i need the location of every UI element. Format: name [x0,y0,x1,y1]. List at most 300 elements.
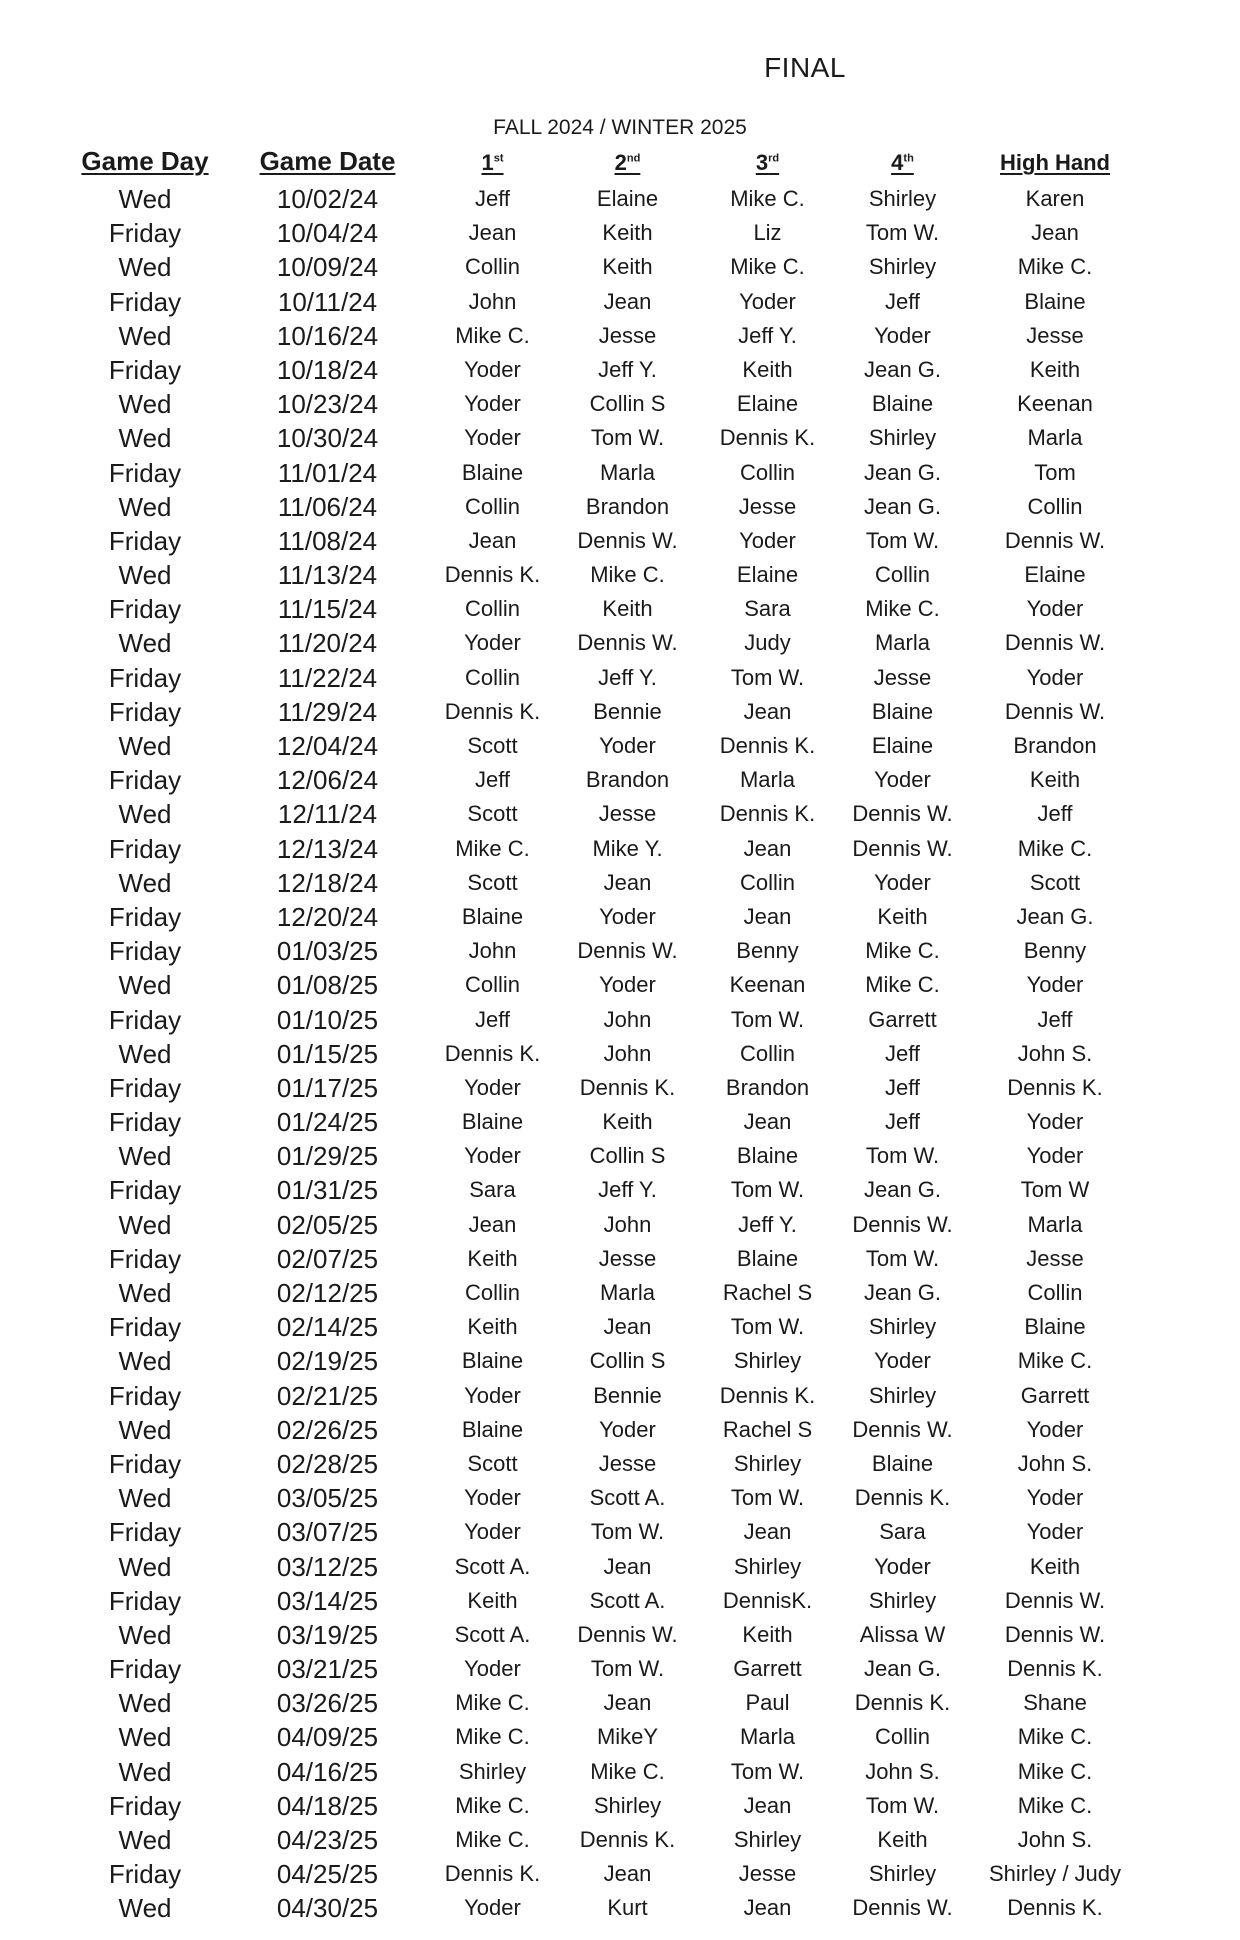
second-place-cell: Collin S [589,1348,666,1374]
second-place-cell: Tom W. [590,1519,665,1545]
third-place-cell: Collin [739,1040,796,1066]
game-date-cell: 10/04/24 [276,218,379,249]
second-place-cell: Collin S [589,1143,666,1169]
header-high-hand: High Hand [1000,150,1110,175]
high-hand-cell: Yoder [1026,1416,1084,1442]
first-place-cell: Yoder [464,1143,521,1169]
first-place-cell: Collin [464,1280,521,1305]
game-day-cell: Friday [108,218,182,249]
fourth-place-cell: Shirley [868,1861,937,1887]
fourth-place-cell: Jean G. [863,493,942,519]
first-place-cell: Scott A. [454,1621,531,1647]
first-place-cell: Yoder [464,425,521,451]
table-row [0,387,1240,421]
document-title: FINAL [764,52,846,83]
first-place-cell: Scott [467,733,518,758]
table-row [0,1344,1240,1378]
game-day-cell: Wed [118,320,172,351]
game-date-cell: 10/02/24 [276,184,379,214]
game-date-cell: 03/21/25 [276,1654,379,1685]
second-place-cell: John [603,1006,652,1032]
table-row [0,421,1240,455]
second-place-cell: Jean [603,1314,652,1340]
game-day-cell: Wed [118,1756,172,1787]
high-hand-cell: Benny [1023,938,1087,964]
game-day-cell: Friday [108,286,182,317]
first-place-cell: Scott A. [454,1553,531,1579]
high-hand-cell: Keith [1029,767,1081,793]
third-place-cell: Elaine [736,391,799,417]
game-date-cell: 12/13/24 [276,833,379,864]
third-place-cell: Shirley [733,1348,802,1374]
high-hand-cell: Dennis W. [1004,1587,1106,1613]
third-place-cell: Brandon [725,1074,810,1100]
third-place-cell: Garrett [733,1656,802,1682]
high-hand-cell: Dennis W. [1004,630,1106,656]
first-place-cell: Mike C. [455,322,530,348]
fourth-place-cell: Jeff [884,1074,921,1100]
third-place-cell: Dennis K. [719,733,816,758]
second-place-cell: Marla [599,1280,655,1305]
high-hand-cell: Garrett [1020,1382,1090,1408]
first-place-cell: Blaine [461,1348,524,1374]
first-place-cell: Jeff [474,186,511,211]
table-row [0,1379,1240,1413]
second-place-cell: John [603,1211,652,1237]
high-hand-cell: Shirley / Judy [988,1861,1122,1887]
fourth-place-cell: Shirley [868,1314,937,1340]
high-hand-cell: Tom [1034,459,1076,485]
fourth-place-cell: Tom W. [865,1143,940,1169]
game-date-cell: 10/30/24 [276,423,379,454]
game-date-cell: 10/23/24 [276,389,379,420]
second-place-cell: Jean [603,1553,652,1579]
second-place-cell: Jeff Y. [598,356,657,382]
game-date-cell: 11/20/24 [277,628,378,659]
high-hand-cell: Collin [1027,1280,1083,1305]
fourth-place-cell: Shirley [868,425,937,451]
third-place-cell: Mike C. [730,186,805,211]
game-day-cell: Wed [118,1619,172,1650]
second-place-cell: Tom W. [590,425,665,451]
header-fourth-place: 4th [891,150,914,175]
second-place-cell: Elaine [596,186,659,211]
game-day-cell: Friday [108,936,182,967]
game-day-cell: Wed [118,1722,172,1753]
fourth-place-cell: Jean G. [863,1177,942,1203]
second-place-cell: Keith [602,1109,653,1135]
table-row [0,1003,1240,1037]
fourth-place-cell: Jeff [884,1109,921,1135]
game-day-cell: Friday [108,1859,182,1890]
first-place-cell: Yoder [464,1519,521,1545]
high-hand-cell: Dennis K. [1007,1074,1103,1100]
first-place-cell: Scott [467,869,518,895]
game-date-cell: 12/11/24 [277,799,378,830]
game-date-cell: 01/29/25 [276,1141,379,1172]
game-day-cell: Friday [108,765,182,796]
second-place-cell: Keith [602,220,653,246]
table-row [0,1037,1240,1071]
fourth-place-cell: Alissa W [859,1621,946,1647]
third-place-cell: Jean [743,1519,792,1545]
table-row [0,1447,1240,1481]
table-row [0,1891,1240,1925]
game-day-cell: Wed [118,1688,172,1719]
third-place-cell: Shirley [733,1827,802,1852]
second-place-cell: Dennis W. [577,630,678,656]
high-hand-cell: Elaine [1024,562,1086,588]
high-hand-cell: Mike C. [1017,1348,1093,1374]
game-day-cell: Friday [108,594,182,625]
game-date-cell: 02/19/25 [276,1346,379,1377]
table-row [0,216,1240,250]
game-day-cell: Wed [118,1278,172,1308]
first-place-cell: Blaine [461,1109,524,1135]
first-place-cell: Jean [468,220,517,246]
fourth-place-cell: Mike C. [865,596,940,622]
first-place-cell: Dennis K. [444,698,541,724]
game-date-cell: 11/22/24 [277,662,378,693]
fourth-place-cell: Dennis W. [852,801,953,827]
third-place-cell: Paul [745,1690,790,1716]
game-day-cell: Wed [118,491,172,522]
third-place-cell: Keith [742,1621,793,1647]
results-table-body [0,182,1240,1926]
fourth-place-cell: Dennis W. [852,835,953,861]
fourth-place-cell: Collin [874,1724,931,1750]
first-place-cell: Yoder [464,630,521,656]
third-place-cell: Jean [743,903,792,929]
first-place-cell: Jeff [474,1006,511,1032]
high-hand-cell: Jesse [1026,1245,1084,1271]
fourth-place-cell: Jean G. [863,356,942,382]
second-place-cell: Jesse [598,1245,657,1271]
first-place-cell: Yoder [464,1074,521,1100]
second-place-cell: Jean [603,1861,652,1887]
first-place-cell: Mike C. [455,835,530,861]
high-hand-cell: Mike C. [1017,1758,1093,1784]
game-day-cell: Friday [108,1072,182,1103]
high-hand-cell: Yoder [1026,596,1084,622]
second-place-cell: Jesse [598,1450,657,1476]
first-place-cell: Collin [464,664,521,690]
game-day-cell: Friday [108,1448,182,1479]
game-day-cell: Wed [118,1346,172,1377]
second-place-cell: Jesse [598,322,657,348]
fourth-place-cell: Shirley [868,186,937,211]
second-place-cell: Bennie [593,1382,662,1408]
table-row [0,1789,1240,1823]
game-day-cell: Friday [108,1312,182,1343]
second-place-cell: Jean [603,288,652,314]
second-place-cell: Marla [599,459,655,485]
third-place-cell: Rachel S [722,1280,813,1305]
high-hand-cell: Jeff [1037,1006,1073,1032]
third-place-cell: Keith [742,356,793,382]
first-place-cell: Keith [467,1245,518,1271]
second-place-cell: Shirley [593,1792,662,1818]
third-place-cell: Shirley [733,1450,802,1476]
game-day-cell: Friday [108,354,182,385]
third-place-cell: Jesse [738,493,797,519]
first-place-cell: Yoder [464,1895,521,1921]
table-row [0,1105,1240,1139]
fourth-place-cell: Shirley [868,1382,937,1408]
third-place-cell: Jesse [738,1861,797,1887]
high-hand-cell: Jesse [1026,322,1084,348]
game-date-cell: 03/07/25 [276,1517,379,1548]
second-place-cell: Dennis W. [577,938,678,964]
first-place-cell: Sara [469,1177,516,1203]
table-row [0,626,1240,660]
second-place-cell: Jean [603,869,652,895]
table-row [0,1071,1240,1105]
first-place-cell: Yoder [464,1382,521,1408]
table-row [0,866,1240,900]
game-date-cell: 02/21/25 [276,1380,379,1411]
third-place-cell: Tom W. [730,1314,805,1340]
game-day-cell: Wed [118,184,172,214]
first-place-cell: Scott [467,1450,518,1476]
table-row [0,1208,1240,1242]
high-hand-cell: Jean [1031,220,1079,246]
table-row [0,592,1240,626]
high-hand-cell: Dennis W. [1004,698,1106,724]
table-row [0,934,1240,968]
game-date-cell: 11/06/24 [277,491,378,522]
table-row [0,1652,1240,1686]
third-place-cell: Rachel S [722,1416,813,1442]
third-place-cell: Jean [743,698,792,724]
fourth-place-cell: Dennis K. [854,1485,951,1511]
table-row [0,832,1240,866]
game-date-cell: 03/26/25 [276,1688,379,1719]
game-date-cell: 01/17/25 [276,1072,379,1103]
game-day-cell: Wed [118,628,172,659]
table-row [0,558,1240,592]
game-day-cell: Friday [108,1585,182,1616]
third-place-cell: Benny [736,938,799,964]
fourth-place-cell: Blaine [871,698,934,724]
high-hand-cell: Blaine [1024,1314,1086,1340]
third-place-cell: Blaine [736,1143,799,1169]
game-date-cell: 04/16/25 [276,1756,379,1787]
fourth-place-cell: Yoder [874,767,931,793]
third-place-cell: Tom W. [730,1485,805,1511]
fourth-place-cell: Dennis W. [852,1416,953,1442]
table-row [0,1515,1240,1549]
high-hand-cell: Yoder [1026,1143,1084,1169]
game-day-cell: Wed [118,423,172,454]
game-day-cell: Friday [108,1790,182,1821]
game-day-cell: Wed [118,1414,172,1445]
second-place-cell: Tom W. [590,1656,665,1682]
first-place-cell: Yoder [464,1656,521,1682]
third-place-cell: Collin [739,869,796,895]
table-row [0,1720,1240,1754]
game-date-cell: 01/31/25 [276,1175,379,1206]
second-place-cell: Mike C. [590,1758,665,1784]
game-day-cell: Wed [118,1483,172,1514]
game-day-cell: Wed [118,1893,172,1924]
first-place-cell: Jean [468,1211,517,1237]
high-hand-cell: Tom W [1020,1177,1090,1203]
third-place-cell: Yoder [739,527,796,553]
fourth-place-cell: John S. [865,1758,940,1784]
game-day-cell: Friday [108,696,182,727]
table-row [0,456,1240,490]
second-place-cell: Keith [602,596,653,622]
second-place-cell: Jeff Y. [598,1177,657,1203]
high-hand-cell: Mike C. [1017,1724,1093,1750]
high-hand-cell: Dennis W. [1004,1621,1106,1647]
third-place-cell: Jean [743,835,792,861]
table-row [0,1618,1240,1652]
third-place-cell: Keenan [729,972,806,998]
table-row [0,968,1240,1002]
first-place-cell: Yoder [464,356,521,382]
header-first-place: 1st [481,150,504,175]
table-row [0,1276,1240,1310]
second-place-cell: Dennis K. [579,1074,676,1100]
second-place-cell: Mike C. [590,562,665,588]
table-row [0,319,1240,353]
second-place-cell: Yoder [599,1416,656,1442]
second-place-cell: Kurt [607,1895,648,1921]
table-row [0,900,1240,934]
high-hand-cell: Keith [1029,356,1081,382]
third-place-cell: Tom W. [730,664,805,690]
third-place-cell: Tom W. [730,1177,805,1203]
header-second-place: 2nd [614,150,641,175]
third-place-cell: Jean [743,1109,792,1135]
third-place-cell: Marla [739,767,795,793]
game-day-cell: Wed [118,252,172,283]
game-date-cell: 11/01/24 [277,457,378,488]
second-place-cell: Collin S [589,391,666,417]
fourth-place-cell: Jesse [873,664,932,690]
third-place-cell: Dennis K. [719,425,816,451]
second-place-cell: Dennis K. [579,1827,676,1852]
first-place-cell: Keith [467,1314,518,1340]
game-day-cell: Wed [118,560,172,591]
second-place-cell: Keith [602,254,653,280]
fourth-place-cell: Yoder [874,1348,931,1374]
fourth-place-cell: Jean G. [863,1656,942,1682]
second-place-cell: Bennie [593,698,662,724]
table-row [0,1857,1240,1891]
second-place-cell: John [603,1040,652,1066]
table-row [0,1413,1240,1447]
season-title: FALL 2024 / WINTER 2025 [493,116,747,139]
table-row [0,1310,1240,1344]
table-row [0,490,1240,524]
second-place-cell: Mike Y. [592,835,663,861]
game-day-cell: Wed [118,799,172,830]
third-place-cell: Jean [743,1895,792,1921]
fourth-place-cell: Blaine [871,1450,934,1476]
high-hand-cell: Jean G. [1016,903,1094,929]
game-date-cell: 03/19/25 [276,1619,379,1650]
header-third-place: 3rd [755,150,780,175]
table-row [0,1823,1240,1857]
second-place-cell: Brandon [585,493,670,519]
game-date-cell: 12/06/24 [276,765,379,796]
table-row [0,524,1240,558]
table-row [0,1584,1240,1618]
fourth-place-cell: Shirley [868,254,937,280]
game-date-cell: 11/29/24 [277,696,378,727]
game-date-cell: 03/12/25 [276,1551,379,1582]
game-date-cell: 02/07/25 [276,1243,379,1274]
game-date-cell: 12/20/24 [276,901,379,932]
high-hand-cell: Mike C. [1017,835,1093,861]
third-place-cell: Blaine [736,1245,799,1271]
table-row [0,1139,1240,1173]
high-hand-cell: Keith [1029,1553,1081,1579]
fourth-place-cell: Mike C. [865,972,940,998]
first-place-cell: Collin [464,254,521,280]
game-day-cell: Friday [108,457,182,488]
game-day-cell: Wed [118,867,172,898]
table-row [0,695,1240,729]
third-place-cell: Mike C. [730,254,805,280]
fourth-place-cell: Collin [874,562,931,588]
second-place-cell: Yoder [599,972,656,998]
fourth-place-cell: Jean G. [863,459,942,485]
table-row [0,353,1240,387]
fourth-place-cell: Garrett [868,1006,937,1032]
first-place-cell: Mike C. [455,1690,530,1716]
game-date-cell: 10/09/24 [276,252,379,283]
second-place-cell: Scott A. [589,1485,666,1511]
first-place-cell: Yoder [464,1485,521,1511]
game-day-cell: Friday [108,1107,182,1138]
game-date-cell: 01/15/25 [276,1038,379,1069]
third-place-cell: Jeff Y. [738,322,797,348]
third-place-cell: Sara [744,596,791,622]
table-row [0,797,1240,831]
fourth-place-cell: Jeff [884,288,921,314]
first-place-cell: Blaine [461,1416,524,1442]
table-row [0,729,1240,763]
second-place-cell: Dennis W. [577,1621,678,1647]
game-day-cell: Wed [118,1209,172,1240]
third-place-cell: Tom W. [730,1006,805,1032]
fourth-place-cell: Keith [877,903,928,929]
table-row [0,1481,1240,1515]
table-row [0,763,1240,797]
fourth-place-cell: Blaine [871,391,934,417]
first-place-cell: Mike C. [455,1827,530,1852]
fourth-place-cell: Jeff [884,1040,921,1066]
high-hand-cell: John S. [1017,1827,1093,1852]
game-date-cell: 11/15/24 [277,594,378,625]
first-place-cell: Dennis K. [444,1040,541,1066]
fourth-place-cell: Mike C. [865,938,940,964]
third-place-cell: Liz [753,220,782,246]
second-place-cell: Brandon [585,767,670,793]
game-day-cell: Friday [108,901,182,932]
game-date-cell: 02/12/25 [276,1278,379,1308]
first-place-cell: John [468,288,517,314]
high-hand-cell: Karen [1025,186,1085,211]
game-day-cell: Friday [108,1243,182,1274]
game-day-cell: Friday [108,1380,182,1411]
high-hand-cell: Jeff [1037,801,1073,827]
table-row [0,661,1240,695]
